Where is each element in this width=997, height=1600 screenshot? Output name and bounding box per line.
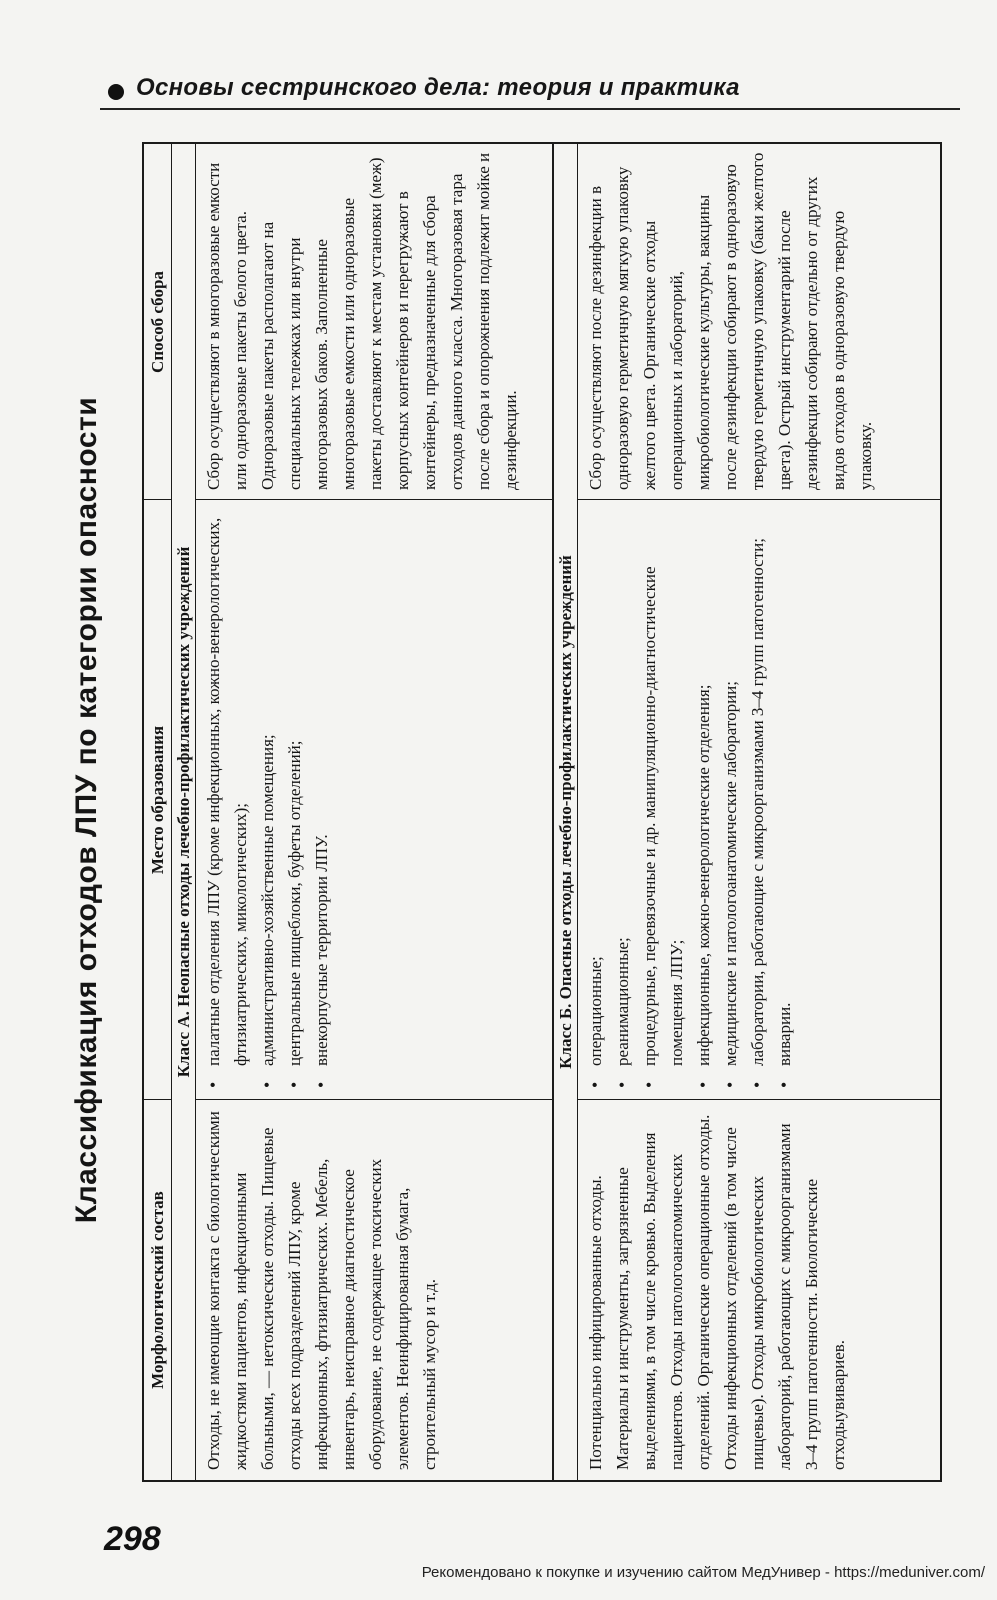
list-item: • операционные; (582, 512, 609, 1092)
bullet-icon (108, 84, 124, 100)
column-divider (196, 499, 554, 500)
rotated-table-page (60, 130, 950, 1490)
list-item: • виварии. (771, 512, 798, 1092)
list-item: • административно-хозяйственные помещения; (254, 512, 281, 1092)
page-title: Классификация отходов ЛПУ по категории опасности (70, 396, 103, 1224)
section-b-places (582, 512, 798, 1092)
column-header-method: Способ сбора (148, 271, 167, 373)
column-divider (578, 499, 940, 500)
list-item: • лаборатории, работающие с микроорганизмами 3–4 групп патогенности; (744, 512, 771, 1092)
running-header (100, 76, 960, 112)
section-b-composition: Потенциально инфицированные отходы. Материалы и инструменты, загрязненные выделениями, в том числе кровью. Выделения пациентов. Отходы патологоанатомических отделений. Органические операционные отходы. Отходы инфекционных отделений (в том числе пищевые). Отходы микробиологических лабораторий, работающих с микроорганизмами 3–4 групп патогенности. Биологические отходыувивариев. (586, 1114, 848, 1470)
column-divider (578, 1099, 940, 1100)
header-rule (100, 108, 960, 110)
section-b-method: Сбор осуществляют после дезинфекции в одноразовую герметичную мягкую упаковку желтого цвета. Органические отходы операционных и лабораторий, микробиологические культуры, вакцины после дезинфекции собирают в одноразовую твердую герметичную упаковку (баки желтого цвета). Острый инструментарий после дезинфекции собирают отдельно от других видов отходов в одноразовую твердую упаковку. (586, 152, 875, 490)
list-item: • реанимационные; (609, 512, 636, 1092)
column-divider (144, 499, 172, 500)
running-header-text: Основы сестринского дела: теория и практика (136, 74, 740, 101)
page-number: 298 (104, 1520, 161, 1558)
section-a-places (200, 512, 335, 1092)
section-b-row (578, 144, 940, 1480)
column-divider (196, 1099, 554, 1100)
list-item: • процедурные, перевязочные и др. манипуляционно-диагностические помещения ЛПУ; (636, 512, 690, 1092)
list-item: • центральные пищеблоки, буфеты отделений; (281, 512, 308, 1092)
section-a-row (196, 144, 554, 1480)
section-b-header: Класс Б. Опасные отходы лечебно-профилактических учреждений (554, 144, 578, 1480)
list-item: • инфекционные, кожно-венерологические отделения; (690, 512, 717, 1092)
column-header-composition: Морфологический состав (148, 1191, 167, 1389)
table-header-row (144, 144, 172, 1480)
list-item: • медицинские и патологоанатомические лаборатории; (717, 512, 744, 1092)
classification-table (142, 142, 942, 1482)
section-a-method: Сбор осуществляют в многоразовые емкости или одноразовые пакеты белого цвета. Одноразовые пакеты располагают на специальных тележках или внутри многоразовых баков. Заполненные многоразовые емкости или одноразовые пакеты доставляют к местам установки (меж) корпусных контейнеров и перегружают в контейнеры, предназначенные для сбора отходов данного класса. Многоразовая тара после сбора и опорожнения подлежит мойке и дезинфекции. (204, 152, 520, 490)
list-item: • палатные отделения ЛПУ (кроме инфекционных, кожно-венерологических, фтизиатрических, микологических); (200, 512, 254, 1092)
list-item: • внекорпусные территории ЛПУ. (308, 512, 335, 1092)
column-header-place: Место образования (148, 725, 167, 875)
section-a-composition: Отходы, не имеющие контакта с биологическими жидкостями пациентов, инфекционными больными, — нетоксические отходы. Пищевые отходы всех подразделений ЛПУ, кроме инфекционных, фтизиатрических. Мебель, инвентарь, неисправное диагностическое оборудование, не содержащее токсических элементов. Неинфицированная бумага, строительный мусор и т.д. (204, 1111, 439, 1470)
section-a-header: Класс А. Неопасные отходы лечебно-профилактических учреждений (172, 144, 196, 1480)
column-divider (144, 1099, 172, 1100)
footer-note: Рекомендовано к покупке и изучению сайтом МедУнивер - https://meduniver.com/ (421, 1564, 985, 1581)
